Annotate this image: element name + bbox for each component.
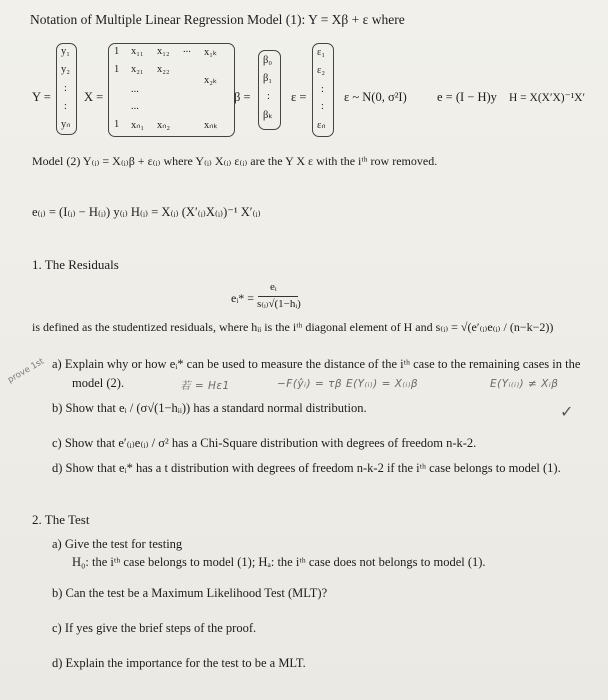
model-2-definition: Model (2) Y₍ᵢ₎ = X₍ᵢ₎β + ε₍ᵢ₎ where Y₍ᵢ₎ X₍ᵢ₎ ε₍ᵢ₎ are the Y X ε with the iᵗʰ row removed. [32,154,438,168]
item-label: a) [52,357,62,371]
y-vector [56,43,77,135]
eps-vector [312,43,334,137]
model-2-equations: e₍ᵢ₎ = (I₍ᵢ₎ − H₍ᵢ₎) y₍ᵢ₎ H₍ᵢ₎ = X₍ᵢ₎ (X′₍ᵢ₎X₍ᵢ₎)⁻¹ X′₍ᵢ₎ [32,205,261,219]
x-cell: xₙₖ [204,120,218,131]
beta-vector [258,50,281,130]
y-entry: y₂ [61,64,70,75]
item-text: Show that e′₍ᵢ₎e₍ᵢ₎ / σ² has a Chi-Square distribution with degrees of freedom n-k-2. [64,436,477,450]
x-cell: x₁₁ [131,46,144,57]
section-2-heading: 2. The Test [32,512,90,527]
item-label: d) [52,656,63,670]
formula-lhs: eᵢ* = [231,291,255,305]
item-label: b) [52,586,63,600]
x-label: X = [84,90,104,104]
y-entry: : [64,101,67,112]
eps-entry: : [321,101,324,112]
handwritten-check-icon: ✓ [560,404,574,421]
section-1-heading: 1. The Residuals [32,257,119,272]
eps-entry: : [321,84,324,95]
studentized-definition: is defined as the studentized residuals, where hᵢᵢ is the iᵗʰ diagonal element of H and s₍ᵢ₎ = √(e′₍ᵢ₎e₍ᵢ₎ / (n−k−2)) [32,320,554,334]
x-cell: x₂₂ [157,64,170,75]
item-text: Show that eᵢ* has a t distribution with degrees of freedom n-k-2 if the iᵗʰ case belongs to model (1). [65,461,561,475]
x-cell: 1 [114,46,120,57]
beta-entry: β₁ [263,73,273,84]
eps-entry: ε₁ [317,47,326,58]
x-cell: x₂ₖ [204,75,218,86]
item-text: Explain the importance for the test to be a MLT. [65,656,306,670]
x-cell: x₂₁ [131,64,144,75]
item-text: Give the test for testing [64,537,183,551]
formula-denominator: s₍ᵢ₎√(1−hᵢ) [257,298,301,310]
handwritten-margin-note: prove 1st [6,356,46,386]
residual-formula: e = (I − H)y [437,90,497,104]
page-title: Notation of Multiple Linear Regression Model (1): Y = Xβ + ε where [30,12,405,27]
error-distribution: ε ~ N(0, σ²I) [344,90,407,104]
item-label: a) [52,537,62,551]
y-entry: y₁ [61,46,70,57]
hypothesis-statement: H₀: the iᵗʰ case belongs to model (1); Hₐ: the iᵗʰ case does not belongs to model (1). [72,555,486,569]
item-label: c) [52,436,62,450]
x-cell: ... [131,84,139,95]
item-text: Explain why or how eᵢ* can be used to measure the distance of the iᵗʰ case to the remaining cases in the [64,357,581,371]
item-label: c) [52,621,62,635]
fraction-bar [258,296,298,297]
y-label: Y = [32,90,51,104]
item-text: Show that eᵢ / (σ√(1−hᵢᵢ)) has a standard normal distribution. [65,401,367,415]
y-entry: yₙ [61,119,71,130]
list-item [52,537,182,551]
list-item-continued: model (2). [72,376,125,390]
item-label: b) [52,401,63,415]
y-entry: : [64,83,67,94]
beta-label: β = [234,90,251,104]
handwritten-note: 若 = Hε1 [180,380,230,392]
x-cell: ... [131,101,139,112]
list-item [52,461,561,475]
formula-numerator: eᵢ [270,281,277,293]
handwritten-note: −F(ŷᵢ) = τβ E(Y₍ᵢ₎) = X₍ᵢ₎β [277,378,419,390]
eps-label: ε = [291,90,307,104]
x-cell: 1 [114,64,120,75]
list-item [52,656,306,670]
list-item [52,401,367,415]
beta-entry: : [267,91,270,102]
beta-entry: βₖ [263,110,273,121]
x-cell: ... [183,44,191,55]
item-text: If yes give the brief steps of the proof. [64,621,257,635]
item-text: Can the test be a Maximum Likelihood Test (MLT)? [65,586,328,600]
eps-entry: εₙ [317,120,326,131]
x-cell: xₙ₂ [157,120,171,131]
hat-matrix-formula: H = X(X′X)⁻¹X′ [509,92,585,104]
list-item [52,621,256,635]
item-label: d) [52,461,63,475]
x-cell: x₁ₖ [204,47,218,58]
x-cell: xₙ₁ [131,120,145,131]
handwritten-note: E(Yᵢ₍ᵢ₎) ≠ Xᵢβ [490,378,559,390]
x-cell: x₁₂ [157,46,170,57]
beta-entry: β₀ [263,55,273,66]
list-item [52,586,327,600]
list-item [52,357,580,371]
x-cell: 1 [114,119,120,130]
eps-entry: ε₂ [317,65,326,76]
list-item [52,436,476,450]
x-matrix [108,43,235,137]
